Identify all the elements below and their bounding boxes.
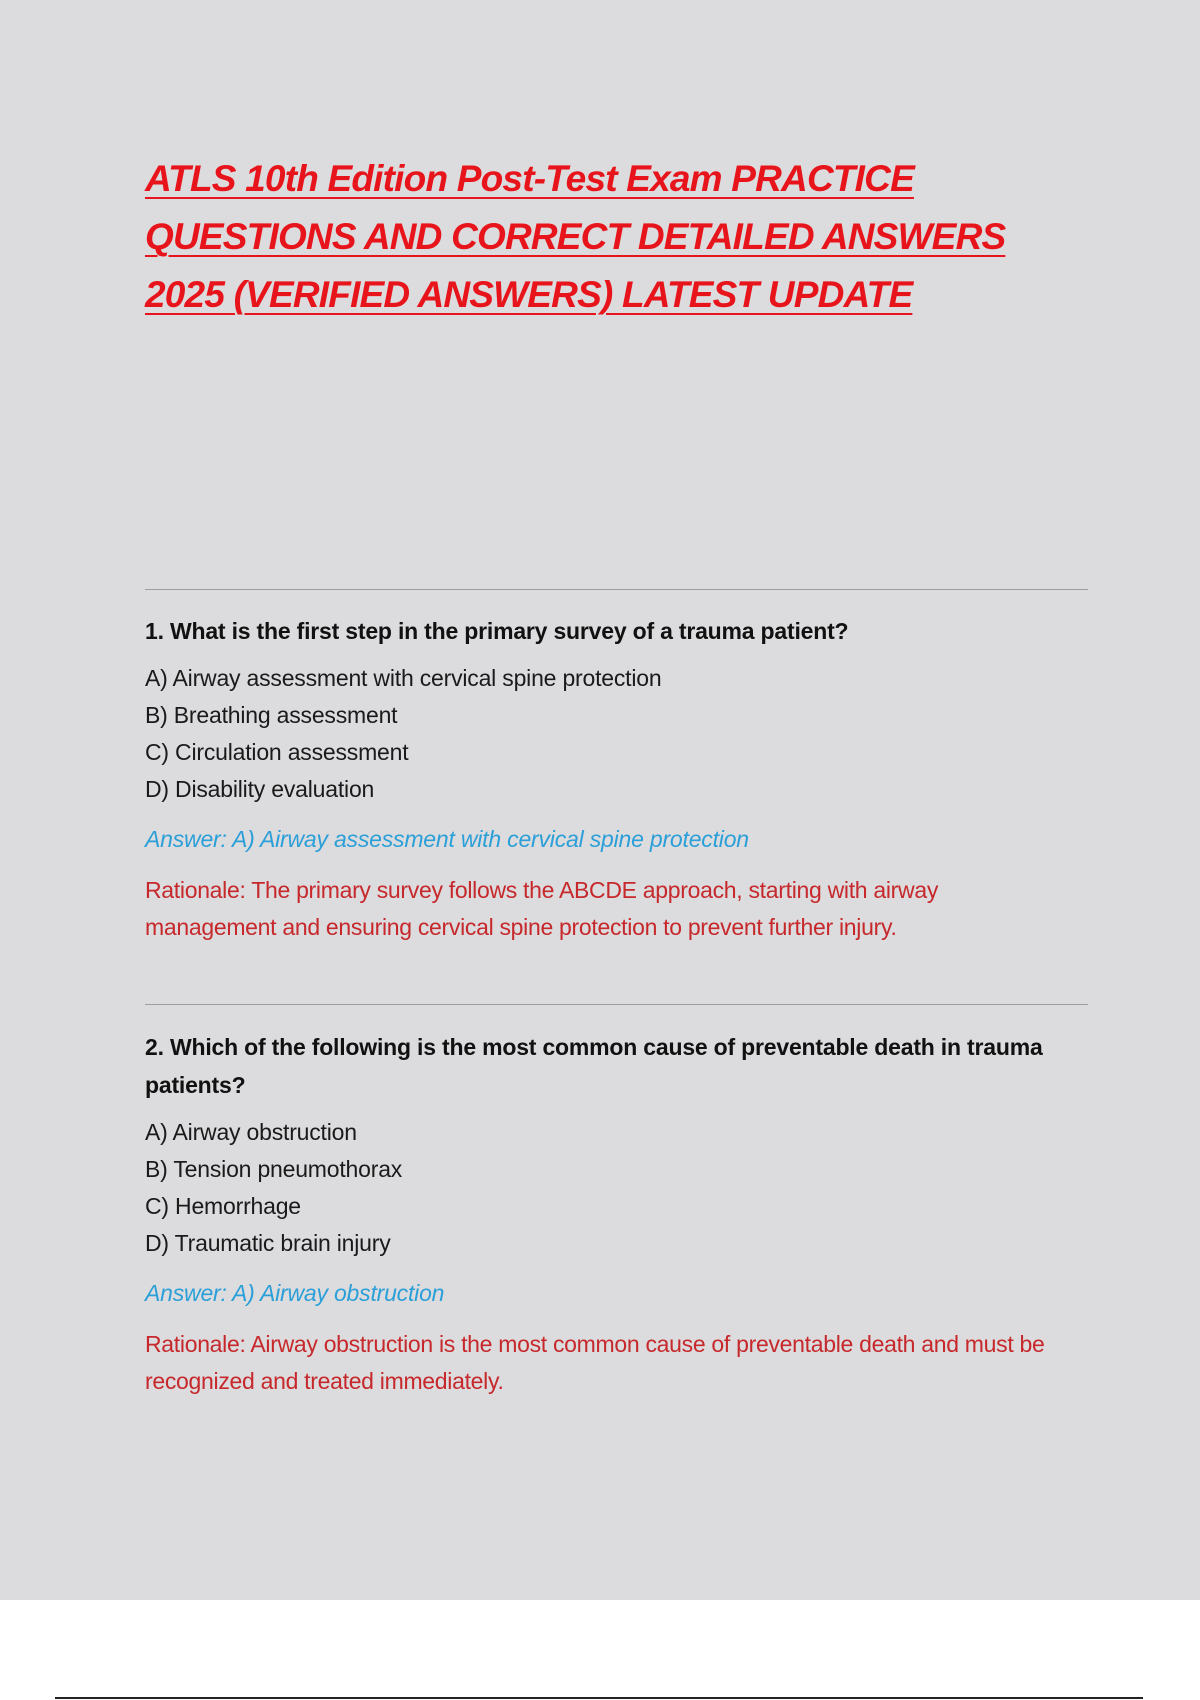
option-b: B) Breathing assessment <box>145 702 398 728</box>
title-line: QUESTIONS AND CORRECT DETAILED ANSWERS <box>145 216 1006 257</box>
question-text: 1. What is the first step in the primary survey of a trauma patient? <box>145 618 849 644</box>
title-line: ATLS 10th Edition Post-Test Exam PRACTICE <box>145 158 914 199</box>
question-divider <box>145 589 1088 590</box>
option-b: B) Tension pneumothorax <box>145 1156 403 1182</box>
answer-options <box>145 1114 1075 1262</box>
option-c: C) Hemorrhage <box>145 1193 301 1219</box>
document-title <box>145 150 1075 324</box>
title-line: 2025 (VERIFIED ANSWERS) LATEST UPDATE <box>145 274 913 315</box>
option-d: D) Traumatic brain injury <box>145 1230 391 1256</box>
answer-options <box>145 660 1075 808</box>
question-text: 2. Which of the following is the most common cause of preventable death in trauma patients? <box>145 1034 1043 1098</box>
question-block-1 <box>145 612 1075 946</box>
correct-answer: Answer: A) Airway assessment with cervical spine protection <box>145 826 749 852</box>
correct-answer: Answer: A) Airway obstruction <box>145 1280 445 1306</box>
answer-rationale: Rationale: Airway obstruction is the most common cause of preventable death and must be recognized and treated immediately. <box>145 1331 1045 1394</box>
option-c: C) Circulation assessment <box>145 739 409 765</box>
option-d: D) Disability evaluation <box>145 776 375 802</box>
option-a: A) Airway assessment with cervical spine protection <box>145 665 662 691</box>
option-a: A) Airway obstruction <box>145 1119 357 1145</box>
question-block-2 <box>145 1028 1075 1400</box>
answer-rationale: Rationale: The primary survey follows the ABCDE approach, starting with airway management and ensuring cervical spine protection to prevent further injury. <box>145 877 939 940</box>
question-divider <box>145 1004 1088 1005</box>
footer-divider <box>55 1697 1143 1699</box>
